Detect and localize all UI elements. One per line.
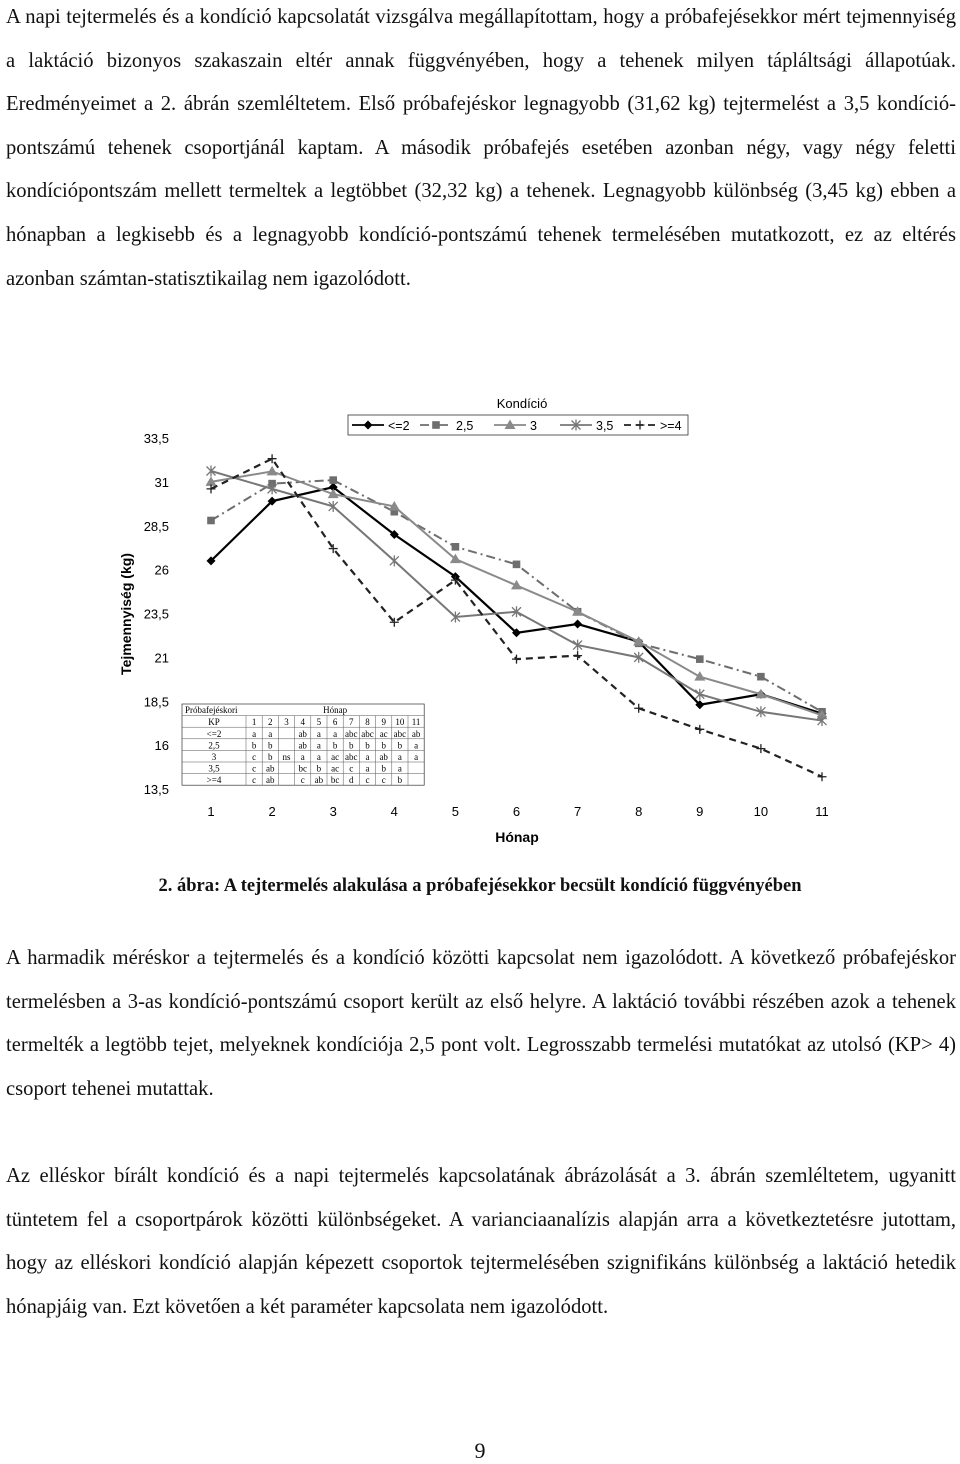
legend-label: 3,5 [596,419,614,433]
legend-label: 2,5 [456,419,474,433]
table-cell: ab [298,728,307,739]
table-cell: b [316,763,322,774]
table-cell: ab [298,740,307,751]
table-cell: 3,5 [208,763,220,774]
table-cell: >=4 [206,775,222,786]
figure-caption: 2. ábra: A tejtermelés alakulása a próbafejésekkor becsült kondíció függvényében [158,876,802,896]
data-point [390,555,399,566]
table-cell: b [397,740,403,751]
body-paragraph-2: A harmadik méréskor a tejtermelés és a kondíció közötti kapcsolat nem igazolódott. A következő próbafejéskor termelésben a 3-as kondíció-pontszámú csoport került az első helyre. A laktáció további részében azok a tehenek termelték a legtöbb tejet, melyeknek kondíciója 2,5 pont volt. Legrosszabb termelési mutatókat az utolsó (KP> 4) csoport tehenei mutattak. [6,947,956,1100]
x-tick-label: 2 [268,804,276,819]
series-line [211,480,822,712]
series-line [211,471,822,715]
x-tick-label: 7 [573,804,582,819]
table-cell: ab [379,752,388,762]
table-cell: bc [330,775,340,786]
y-tick-label: 28,5 [143,518,169,534]
y-tick-label: 18,5 [143,694,169,710]
series-line [211,471,822,721]
x-tick-label: 1 [207,804,215,819]
table-cell: abc [345,728,358,739]
table-cell: c [381,775,386,786]
table-title-left: Próbafejéskori [185,705,238,715]
table-cell: c [252,775,257,786]
table-header-cell: KP [208,717,220,728]
table-cell: ac [331,752,340,762]
table-cell: bc [298,763,307,774]
table-cell: ac [379,728,388,739]
legend-label: <=2 [388,419,410,433]
table-cell: a [397,763,402,774]
table-cell: ab [411,728,421,739]
table-title-right: Hónap [323,705,348,715]
table-cell: b [397,775,403,786]
table-cell: a [316,728,321,739]
table-cell: 2,5 [208,740,220,751]
table-header-cell: 8 [365,717,370,728]
table-cell: b [349,740,354,751]
x-tick-label: 8 [635,804,643,819]
data-point [512,655,521,664]
data-point [634,704,643,713]
table-header-cell: 6 [332,717,338,728]
x-tick-label: 6 [512,804,521,819]
x-tick-label: 4 [390,804,398,819]
x-tick-label: 5 [451,804,460,819]
table-cell: c [349,763,354,774]
page-number: 9 [474,1438,486,1463]
table-cell: a [252,728,257,739]
data-point [329,476,337,484]
table-cell: c [300,775,305,786]
y-tick-label: 13,5 [143,782,169,797]
table-cell: ab [314,775,324,786]
table-cell: abc [393,728,407,739]
data-point [573,651,582,660]
y-axis-label: Tejmennyiség (kg) [118,553,134,675]
y-tick-label: 31 [154,474,169,490]
table-cell: ac [331,763,340,774]
table-cell: d [349,775,354,786]
table-cell: b [381,763,386,774]
table-cell: a [316,752,321,762]
y-tick-label: 33,5 [143,431,169,446]
table-cell: a [414,752,419,762]
table-header-cell: 3 [284,717,289,728]
table-cell: <=2 [206,728,222,739]
milk-yield-line-chart [94,384,864,864]
table-cell: a [333,728,338,739]
data-point [452,543,460,551]
table-cell: c [252,763,257,774]
table-cell: b [332,740,338,751]
table-header-cell: 2 [268,717,273,728]
y-tick-label: 21 [154,650,169,666]
legend [348,396,688,435]
data-point [267,466,278,476]
table-header-cell: 10 [395,717,405,728]
table-header-cell: 5 [316,717,322,728]
table-cell: b [365,740,370,751]
table-cell: 3 [211,752,217,762]
data-point [694,671,705,681]
table-header-cell: 9 [381,717,386,728]
data-point [695,725,704,734]
table-cell: b [251,740,257,751]
legend-label: >=4 [660,419,682,433]
table-cell: abc [345,752,358,762]
table-header-cell: 7 [349,717,354,728]
table-cell: a [365,752,370,762]
table-header-cell: 11 [411,717,421,728]
table-cell: b [381,740,386,751]
table-cell: abc [361,728,374,739]
legend-marker [432,421,440,429]
table-cell: ab [266,763,275,774]
table-header-cell: 1 [251,717,257,728]
x-tick-label: 11 [815,804,829,819]
data-point [757,673,765,681]
x-axis-ticks [207,804,828,819]
table-cell: a [414,740,419,751]
data-point [696,655,704,663]
data-point [818,772,827,781]
table-cell: b [268,752,273,762]
legend-label: 3 [530,419,537,433]
table-cell: c [365,775,370,786]
table-cell: a [300,752,305,762]
table-cell: b [268,740,273,751]
table-cell: a [268,728,273,739]
data-point [207,517,215,525]
data-point [573,620,582,629]
table-cell: a [316,740,321,751]
x-tick-label: 10 [753,804,769,819]
x-axis-label: Hónap [495,829,539,845]
table-cell: a [397,752,402,762]
table-header-cell: 4 [300,717,305,728]
x-tick-label: 9 [696,804,704,819]
body-paragraph-3: Az elléskor bírált kondíció és a napi tejtermelés kapcsolatának ábrázolását a 3. ábrán szemléltetem, ugyanitt tüntetem fel a csoportpárok közötti különbségeket. A varianciaanalízis alapján arra a következtetésre jutottam, hogy az elléskori kondíció alapján képezett csoportok tejtermelésében szignifikáns különbség a laktáció hetedik hónapjáig van. Ezt követően a két paraméter kapcsolata nem igazolódott. [6,1165,956,1318]
table-cell: ns [282,752,291,762]
x-tick-label: 3 [329,804,337,819]
table-cell: a [365,763,370,774]
data-point [513,561,521,569]
legend-title: Kondíció [496,396,548,411]
data-point [756,744,765,753]
series-line [211,487,822,713]
y-tick-label: 26 [154,562,169,578]
body-paragraph-1: A napi tejtermelés és a kondíció kapcsolatát vizsgálva megállapítottam, hogy a próbafejésekkor mért tejmennyiség a laktáció bizonyos szakaszain eltér annak függvényében, hogy a tehenek milyen tápláltsági állapotúak. Eredményeimet a 2. ábrán szemléltetem. Első próbafejéskor legnagyobb (31,62 kg) tejtermelést a 3,5 kondíció-pontszámú tehenek csoportjánál kaptam. A második próbafejés esetében azonban négy, vagy négy feletti kondíciópontszám mellett termeltek a legtöbbet (32,32 kg) a tehenek. Legnagyobb különbség (3,45 kg) ebben a hónapban a legkisebb és a legnagyobb kondíció-pontszámú tehenek termelésében mutatkozott, ez az eltérés azonban számtan-statisztikailag nem igazolódott. [6,6,956,290]
y-axis-ticks [144,431,169,797]
y-tick-label: 16 [154,738,169,754]
table-cell: ab [266,775,275,786]
significance-table [182,704,424,785]
table-cell: c [252,752,257,762]
y-tick-label: 23,5 [143,606,169,622]
